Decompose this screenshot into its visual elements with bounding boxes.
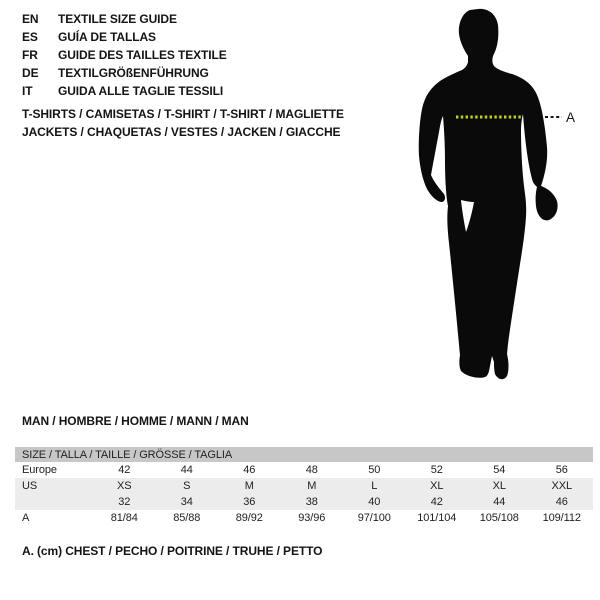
table-cell: 93/96 [298,512,326,524]
language-title: TEXTILE SIZE GUIDE [58,12,177,26]
size-table [15,447,593,526]
measurement-footnote: A. (cm) CHEST / PECHO / POITRINE / TRUHE / PETTO [22,544,323,558]
category-line-tshirts: T-SHIRTS / CAMISETAS / T-SHIRT / T-SHIRT / MAGLIETTE [22,107,344,121]
language-code: IT [22,84,33,98]
language-list [22,10,227,100]
language-code: EN [22,12,39,26]
table-row-us-numeric [15,494,593,510]
table-cell: XS [117,480,132,492]
table-cell: 46 [243,464,256,476]
table-cell: 56 [555,464,568,476]
table-cell: XL [492,480,506,492]
table-cell: 42 [430,496,443,508]
table-cell: 101/104 [417,512,457,524]
table-cell: 54 [493,464,506,476]
table-cell: 36 [243,496,256,508]
category-line-jackets: JACKETS / CHAQUETAS / VESTES / JACKEN / GIACCHE [22,125,341,139]
table-cell: 42 [118,464,131,476]
row-label [15,494,93,510]
table-cell: 32 [118,496,131,508]
table-cell: XL [430,480,444,492]
silhouette-path [419,9,558,379]
language-title: TEXTILGRÖßENFÜHRUNG [58,66,209,80]
table-cell: 38 [305,496,318,508]
table-cell: 89/92 [235,512,263,524]
table-header-row [15,447,593,462]
table-cell: 85/88 [173,512,201,524]
table-cell: XXL [551,480,572,492]
language-code: FR [22,48,38,62]
table-cell: 109/112 [542,512,581,524]
language-row [22,10,227,28]
size-table-header: SIZE / TALLA / TAILLE / GRÖSSE / TAGLIA [15,447,593,462]
marker-label: A [566,110,575,125]
table-cell: 97/100 [357,512,391,524]
man-silhouette [395,0,595,395]
table-row-us [15,478,593,494]
table-cell: L [371,480,378,492]
table-cell: 50 [368,464,381,476]
table-row-europe [15,462,593,478]
table-cell: M [307,480,317,492]
table-cell: M [244,480,254,492]
figure-panel [395,0,595,395]
row-label: US [22,480,38,492]
category-list [22,105,344,141]
table-cell: 105/108 [479,512,519,524]
table-cell: 52 [430,464,443,476]
language-title: GUIDA ALLE TAGLIE TESSILI [58,84,224,98]
language-row [22,28,227,46]
table-cell: 46 [555,496,568,508]
language-code: DE [22,66,39,80]
language-row [22,64,227,82]
table-row-chest [15,510,593,526]
language-code: ES [22,30,38,44]
table-cell: 40 [368,496,381,508]
table-cell: 81/84 [110,512,138,524]
gender-section-title: MAN / HOMBRE / HOMME / MANN / MAN [22,414,249,428]
table-cell: 44 [180,464,193,476]
row-label: A [22,512,30,524]
language-row [22,82,227,100]
table-cell: 44 [493,496,506,508]
language-row [22,46,227,64]
row-label: Europe [22,464,57,476]
table-cell: 34 [180,496,193,508]
table-cell: S [183,480,191,492]
table-cell: 48 [305,464,318,476]
language-title: GUÍA DE TALLAS [58,30,156,44]
language-title: GUIDE DES TAILLES TEXTILE [58,48,227,62]
